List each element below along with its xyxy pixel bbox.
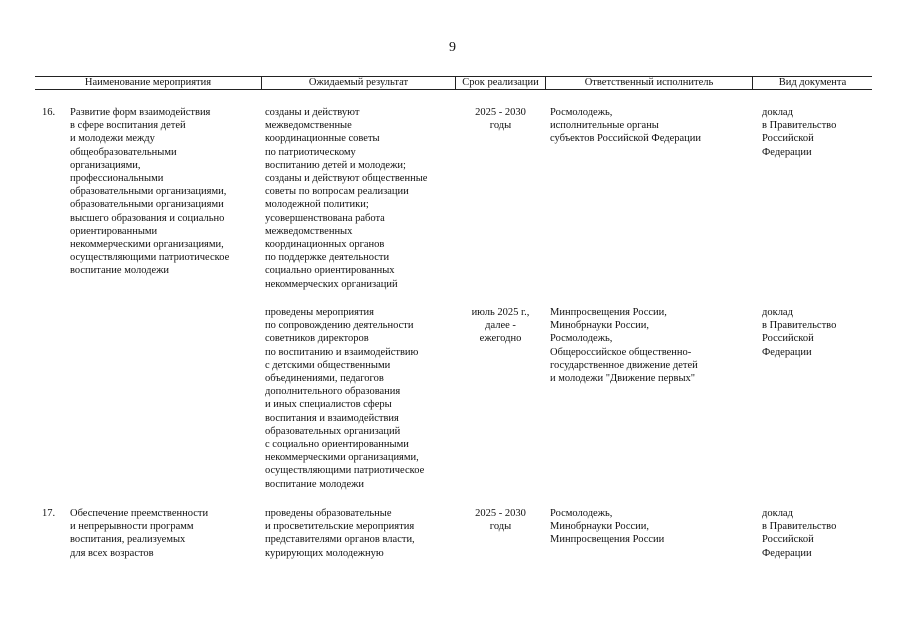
document-type: доклад в Правительство Российской Федерации [762,307,837,358]
executor: Росмолодежь, Минобрнауки России, Минпросвещения России [550,508,665,546]
header-term: Срок реализации [462,77,539,88]
executor: Росмолодежь, исполнительные органы субъектов Российской Федерации [550,107,702,145]
row-name: Обеспечение преемственности и непрерывности программ воспитания, реализуемых для всех возрастов [70,508,209,559]
page-number: 9 [449,40,456,55]
header-executor: Ответственный исполнитель [584,77,714,88]
document-type: доклад в Правительство Российской Федерации [762,107,837,158]
row-name: Развитие форм взаимодействия в сфере воспитания детей и молодежи между общеобразовательными организациями, профессиональными образовательными организациями, образовательными организациями высшего образования и социально ориентированными некоммерческими организациями, осуществляющими патриотическое воспитание молодежи [70,107,230,277]
header-doc-type: Вид документа [778,77,847,88]
header-name: Наименование мероприятия [84,77,212,88]
term: июль 2025 г., далее - ежегодно [471,307,530,345]
executor: Минпросвещения России, Минобрнауки России, Росмолодежь, Общероссийское общественно- государственное движение детей и молодежи "Движение первых" [550,307,698,385]
document-type: доклад в Правительство Российской Федерации [762,508,837,559]
expected-result: созданы и действуют межведомственные координационные советы по патриотическому воспитанию детей и молодежи; созданы и действуют общественные советы по вопросам реализации молодежной политики; усовершенствована работа межведомственных координационных органов по поддержке деятельности социально ориентированных некоммерческих организаций [265,107,428,290]
term: 2025 - 2030 годы [475,508,526,533]
expected-result: проведены образовательные и просветительские мероприятия представителями органов власти, курирующих молодежную [265,508,415,559]
row-number: 16. [42,107,56,118]
expected-result: проведены мероприятия по сопровождению деятельности советников директоров по воспитанию и взаимодействию с детскими общественными объединениями, педагогов дополнительного образования и иных специалистов сферы воспитания и взаимодействия образовательных организаций с социально ориентированными некоммерческими организациями, осуществляющими патриотическое воспитание молодежи [265,307,425,490]
header-result: Ожидаемый результат [308,77,409,88]
row-number: 17. [42,508,56,519]
term: 2025 - 2030 годы [475,107,526,132]
header-bottom-rule [35,89,872,90]
